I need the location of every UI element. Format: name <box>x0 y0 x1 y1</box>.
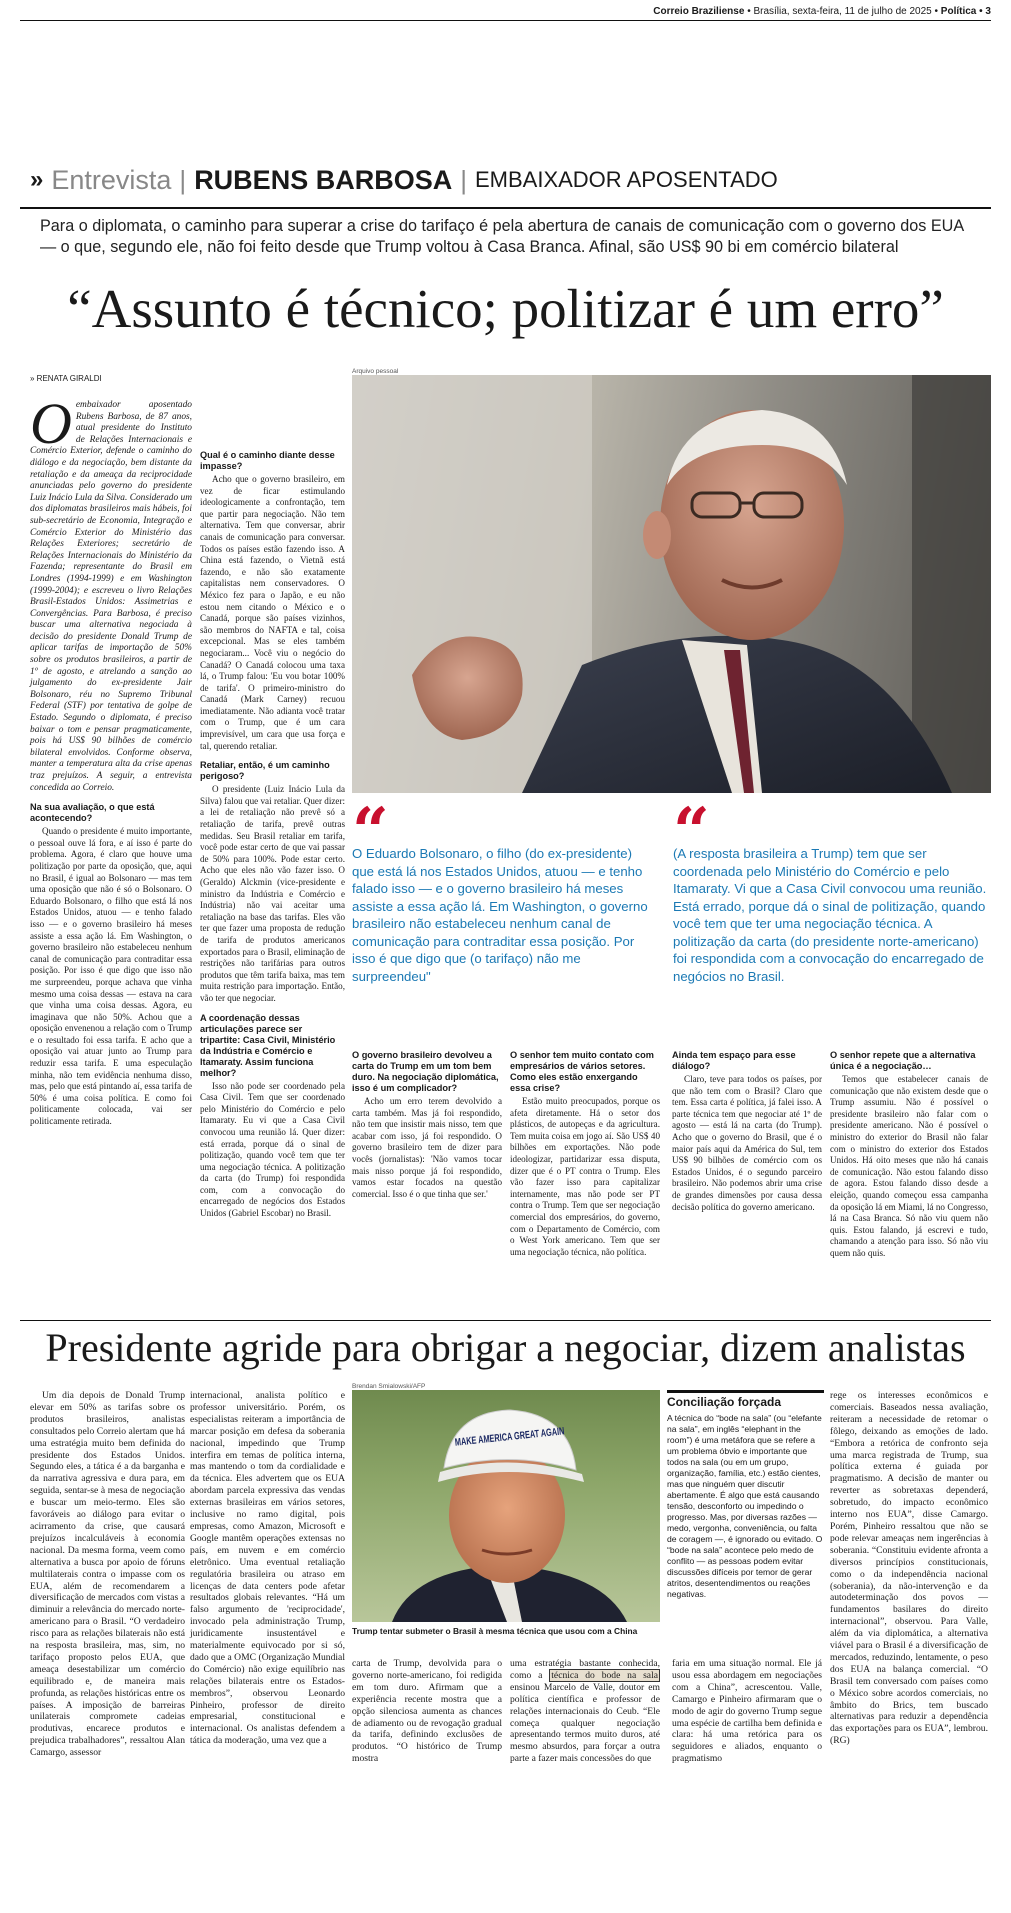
answer: Acho um erro terem devolvido a carta também. Mas já foi respondido, não tem que insistir mais nisso, tem que acabar com isso, já foi respondido. O governo brasileiro tem de dizer para vocês (jornalistas): 'Não vamos tocar mais nisso porque já foi respondido, vamos estar focados na questão comercial. Isso é o que tinha que ser.' <box>352 1096 502 1199</box>
answer: Isso não pode ser coordenado pela Casa Civil. Tem que ser coordenado pelo Ministério do Comércio e pelo Itamaraty. Eu vi que a Casa Civil convocou uma reunião lá. Quer dizer: está errada, porque dá o sinal de politização, quando você tem que ter uma negociação técnica. A politização da carta (do Trump) foi respondida com, com a convocação do encarregado de negócios dos Estados Unidos (Gabriel Escobar) no Brasil. <box>200 1080 345 1219</box>
story2-column-3: carta de Trump, devolvida para o governo norte-americano, foi redigida em tom duro. Afirmam que a experiência recente mostra que a opção silenciosa aumenta as chances de adiamento ou de revogação gradual da tarifa, definindo exclusões de produtos. “O histórico de Trump mostra <box>352 1658 502 1765</box>
answer: Claro, teve para todos os países, por que não tem com o Brasil? Claro que tem. Essa carta é política, já falei isso. A parte técnica tem que negociar até 1º de agosto — está lá na carta (do Trump). Acho que o governo do Brasil, que é o maior país aqui da América do Sul, tem US$ 90 bilhões de comércio com os Estados Unidos, é o segundo parceiro brasileiro. Não podemos abrir uma crise de grandes dimensões por causa dessa decisão política do governo americano. <box>672 1074 822 1212</box>
interviewee-role: EMBAIXADOR APOSENTADO <box>474 167 778 192</box>
interviewee-name: RUBENS BARBOSA <box>194 164 453 195</box>
dropcap: O <box>30 391 72 456</box>
answer: Temos que estabelecer canais de comunicação que não existem desde que o Trump assumiu. Não é possível o presidente brasileiro não falar com o presidente americano. Não é possível o ministro do exterior do Brasil não falar com o ministro do exterior dos Estados Unidos. Há oito meses que não há canais de comunicação. Não estou falando disso de agora. Estou falando disso desde a eleição, quando começou essa campanha da oposição lá em Miami, lá no Congresso, lá na Casa Branca. Só não viu quem não quis. Estou falando, já escrevi e tudo, chamando a atenção para isso. Só não viu quem não quis. <box>830 1074 988 1258</box>
cap-slogan: MAKE AMERICA GREAT AGAIN <box>454 1420 613 1449</box>
story2-headline: Presidente agride para obrigar a negociar, dizem analistas <box>45 1325 966 1370</box>
story2-column-5: faria em uma situação normal. Ele já usou essa abordagem em negociações com a China”, acrescentou. Valle, Camargo e Pinheiro afirmaram que o modo de agir do governo Trump segue uma espécie de cartilha bem definida e clara: há uma retórica para os seguidores e aliados, enquanto o pragmatismo <box>672 1658 822 1765</box>
lede: Para o diplomata, o caminho para superar a crise do tarifaço é pela abertura de canais de comunicação com o governo dos EUA — o que, segundo ele, não foi feito desde que Trump voltou à Casa Branca. Afinal, são US$ 90 bi em comércio bilateral <box>40 217 964 256</box>
header-rule <box>20 20 991 21</box>
kicker-divider: | <box>460 164 467 195</box>
sidebar-text: A técnica do “bode na sala” (ou “elefante na sala”, em inglês “elephant in the room”) é uma metáfora que se refere a um problema óbvio e importante que todos na sala (ou em um grupo, organização, família, etc.) estão cientes, mas que ninguém quer discutir abertamente. É algo que está causando tensão, desconforto ou impedindo o progresso. Mas, por diversas razões — medo, vergonha, conveniência, ou falta de coragem —, é ignorado ou evitado. O “bode na sala” acontece pelo medo de conflito — as pessoas podem evitar discussões difíceis por temor de gerar atritos, desentendimentos ou reações negativas. <box>667 1413 823 1599</box>
interview-column-2 <box>200 380 345 1219</box>
question: Ainda tem espaço para esse diálogo? <box>672 1050 796 1071</box>
story2-column-4: uma estratégia bastante conhecida, como a técnica do bode na sala ensinou Marcelo de Valle, doutor em política científica e professor de relações internacionais do Ceub. “Ele começa qualquer negociação apresentando termos muito duros, até mesmo absurdos, para forçar a outra parte a fazer mais concessões do que <box>510 1658 660 1765</box>
trump-photo-caption: Trump tentar submeter o Brasil à mesma técnica que usou com a China <box>352 1626 638 1636</box>
interview-intro: Oembaixador aposentado Rubens Barbosa, de 87 anos, atual presidente do Instituto de Relações Internacionais e Comércio Exterior, defende o caminho do diálogo e da negociação, bem distante da retaliação e da ameaça da reciprocidade anunciadas pelo governo do presidente Luiz Inácio Lula da Silva. Considerado um dos diplomatas brasileiros mais hábeis, foi sub-secretário de Economia, Integração e Comércio Exterior do Ministério das Relações Exteriores; secretário de Relações Internacionais do Ministério da Fazenda; representante do Brasil em Londres (1994-1999) e em Washington (1999-2004); e escreveu o livro Relações Brasil-Estados Unidos: Assimetrias e Convergências. Para Barbosa, é preciso buscar uma alternativa negociada à decisão do presidente Donald Trump de aplicar tarifas de importação de 50% sobre os produtos brasileiros, a partir de 1º de agosto, e atrelando a sanção ao julgamento do ex-presidente Jair Bolsonaro, réu no Supremo Tribunal Federal (STF) por tentativa de golpe de Estado. Segundo o diplomata, é preciso baixar o tom e pensar pragmaticamente, pois há US$ 90 bilhões de comércio bilateral envolvidos. Conforme observa, manter a temperatura alta da crise apenas traz prejuízos. A seguir, a entrevista concedida ao Correio. <box>30 391 192 793</box>
interview-column-1 <box>30 391 192 1128</box>
question: Retaliar, então, é um caminho perigoso? <box>200 760 330 782</box>
headline: “Assunto é técnico; politizar é um erro” <box>67 278 944 339</box>
interview-column-5 <box>672 1050 822 1213</box>
question: Na sua avaliação, o que está acontecendo? <box>30 802 155 824</box>
byline: » RENATA GIRALDI <box>30 374 102 383</box>
interview-column-4 <box>510 1050 660 1258</box>
question: O senhor repete que a alternativa única é a negociação… <box>830 1050 976 1071</box>
section-rule <box>20 1320 991 1321</box>
trump-photo <box>352 1390 660 1622</box>
quote-mark-icon: “ <box>673 794 710 869</box>
page-number: • 3 <box>979 6 991 17</box>
publication-name: Correio Braziliense <box>653 6 745 17</box>
answer: Estão muito preocupados, porque os afeta diretamente. Há o setor dos plásticos, de autopeças e da agricultura. Tem muita coisa em jogo aí. São US$ 40 bilhões em exportações. Não pode ideologizar, partidarizar essa disputa, dizer que é o PT contra o Trump. Eles vão fazer isso para capitalizar internamente, mas não pode ser PT contra o Trump. Tem que ser negociação comercial dos empresários, do governo, com o Departamento de Comércio, com o West York americano. Tem que ser uma negociação técnica, não política. <box>510 1096 660 1257</box>
highlighted-term: técnica do bode na sala <box>551 1669 658 1681</box>
story2-photo-credit: Brendan Smialowski/AFP <box>352 1383 426 1390</box>
answer: Quando o presidente é muito importante, o pessoal ouve lá fora, e aí isso é parte do problema. Agora, é claro que houve uma politização por parte da oposição, que, aqui no Brasil, é igual ao Bolsonaro — mas tem uma oposição que não é só o Bolsonaro. O Eduardo Bolsonaro, o filho que está lá nos Estados Unidos, atuou — e tenho falado isso — e o governo brasileiro há meses assiste a essa ação lá. Em Washington, o governo brasileiro não estabeleceu nenhum canal de comunicação para contraditar essa posição. Por isso é que digo que isso não me surpreendeu, porque achava que vinha mesmo uma coisa dessas — estava na cara que vinha uma coisa dessas. Agora, eu imaginava que não 50%. Achou que a oposição envenenou a relação com o Trump e o resultado foi essa tarifa. E acho que a oposição vai atuar junto ao Trump para reduzir essa tarifa. E uma especulação minha, não tem evidência nenhuma disso, mas, pelo que está pintando aí, essa tarifa de 50% é uma coisa política. E como foi politicamente colocada, vai ser politicamente retirada. <box>30 826 192 1127</box>
story2-column-1: Um dia depois de Donald Trump elevar em 50% as tarifas sobre os produtos brasileiros, analistas consultados pelo Correio alertam que há uma estratégia muito bem definida do presidente dos Estados Unidos. Segundo eles, a tática é a da barganha e da narrativa agressiva e dura para, em seguida, sentar-se à mesa de negociação e buscar um meio-termo. Eles são favoráveis ao diálogo para evitar o acirramento da crise, que causará prejuízos incalculáveis à economia nacional. Da mesma forma, veem como alternativa a busca por apoio de fóruns multilaterais contra o impasse com os EUA, além de recomendarem a diversificação de mercados com vistas a diminuir a relevância do mercado norte-americano para o Brasil. “O verdadeiro risco para as relações bilaterais não está na resposta brasileira, mas, sim, no tarifaço proposto pelos EUA, que ameaça desestabilizar um comércio equilibrado e, de maneira mais profunda, as relações históricas entre os países. A imposição de barreiras unilaterais compromete cadeias produtivas, encarece produtos e prejudica trabalhadores”, ressaltou Alan Camargo, assessor <box>30 1390 185 1759</box>
page-header <box>653 6 991 17</box>
pull-quote-2: (A resposta brasileira a Trump) tem que ser coordenada pelo Ministério do Comércio e pelo Itamaraty. Vi que a Casa Civil convocou uma reunião. Está errado, porque dá o sinal de politização, quando você tem que ter uma negociação técnica. A politização da carta (do presidente norte-americano) foi respondida com a convocação do encarregado de negócios no Brasil. <box>673 846 987 984</box>
kicker-arrow-icon: » <box>30 166 44 193</box>
sidebar-box <box>667 1390 824 1652</box>
kicker-label: Entrevista <box>51 164 172 195</box>
question: O governo brasileiro devolveu a carta do Trump em um tom bem duro. Na negociação diplomática, isso é um complicador? <box>352 1050 499 1093</box>
answer: O presidente (Luiz Inácio Lula da Silva) falou que vai retaliar. Quer dizer: a lei de retaliação não prevê só a retaliação de tarifa, prevê outras medidas. Seu Brasil retaliar em tarifa, você pode estar certo de que vai passar de 50% para 100%. Pode estar certo. Acho que eles não vão fazer isso. O (Geraldo) Alckmin (vice-presidente e ministro da Indústria e Comércio e Indústria) não vai aceitar uma retaliação na base das tarifas. Eles vão ter que fazer uma proposta de redução de tarifa de produtos americanos exportados para o Brasil, eliminação de restrições não tarifárias para outros produtos que têm tarifa baixa, mas tem muita restrição para importação. Então, vão ter que negociar. <box>200 784 345 1003</box>
interview-column-6 <box>830 1050 988 1260</box>
kicker-rule <box>20 207 991 209</box>
quote-mark-icon: “ <box>352 794 389 869</box>
story2-column-6: rege os interesses econômicos e comerciais. Baseados nessa avaliação, reiteram a necessidade de retomar o fôlego, deixando as emoções de lado. “Embora a retórica de confronto seja uma marca registrada de Trump, sua política externa é guiada por pragmatismo. A decisão de manter ou reverter as sobretaxas dependerá, sobretudo, do impacto econômico interno nos EUA”, disse Camargo. Porém, Pinheiro ressaltou que não se pode relevar ameaças nem ingerências à soberania. “Constituiu evidente afronta a diversos princípios constitucionais, como o da independência nacional (soberania), da não-intervenção e da autodeterminação dos povos — fundamentos basilares do direito internacional”, observou. Para Valle, além da via diplomática, a alternativa viável para o Brasil é a diversificação de mercados, reduzindo, lentamente, o peso dos EUA na balança comercial. “O Brasil tem conversado com países como o México sobre acordos comerciais, no âmbito do Brics, tem buscado alternativas para reduzir a dependência das exportações para os EUA”, lembrou. (RG) <box>830 1390 988 1747</box>
question: A coordenação dessas articulações parece ser tripartite: Casa Civil, Ministério da Indústria e Comércio e Itamaraty. Assim funciona melhor? <box>200 1012 336 1078</box>
sidebar-title: Conciliação forçada <box>667 1395 782 1409</box>
story2-column-2: internacional, analista político e professor universitário. Porém, os especialistas reiteram a importância de marcar posição em defesa da soberania nacional, impedindo que Trump interfira em temas de política interna, mas mantendo o tom da cordialidade e da técnica. Eles advertem que os EUA abordam parcela expressiva das vendas externas brasileiras em vários setores, inclusive no ramo digital, pois empresas, como Amazon, Microsoft e Google mantêm operações extensas no país, em nuvem e em comércio eletrônico. Uma eventual retaliação regulatória brasileira ou atraso em licenças de data centers pode afetar resultados globais relevantes. “Há um falso argumento de 'reciprocidade', invocado pela administração Trump, juridicamente insustentável e materialmente equivocado por si só, dado que a OMC (Organização Mundial do Comércio) não exige equilíbrio nas relações bilaterais entre os Estados-membros”, observou Leonardo Pinheiro, professor de direito empresarial, constitucional e internacional. Os analistas defendem a tática da moderação, uma vez que a <box>190 1390 345 1747</box>
section-name: Política <box>940 6 977 17</box>
dateline: • Brasília, sexta-feira, 11 de julho de 2025 • <box>747 6 939 17</box>
question: Qual é o caminho diante desse impasse? <box>200 450 335 471</box>
kicker <box>30 160 778 200</box>
answer: Acho que o governo brasileiro, em vez de ficar estimulando ideologicamente a confrontação, tem que partir para negociação. Não tem alternativa. Tem que conversar, abrir canais de comunicação para conversar. Todos os países estão fazendo isso. A China está fazendo, o Vietnã está fazendo, e não são exatamente capitalistas nem conservadores. O México fez para o Japão, e eu não estou nem citando o México e o Canadá, porque são países vizinhos, são membros do NAFTA e tal, coisa excepcional. Mas se eles também negociaram... Você viu o negócio do Canadá? O Canadá colocou uma taxa lá, o Trump falou: 'Eu vou botar 100% de tarifa'. O primeiro-ministro do Canadá (Mark Carney) recuou imediatamente. Não adianta você tratar com o Trump, que é um cara imprevisível, um cara que usa força e tal, querendo retaliar. <box>200 474 345 751</box>
question: O senhor tem muito contato com empresários de vários setores. Como eles estão enxergando essa crise? <box>510 1050 654 1093</box>
kicker-divider: | <box>179 164 187 195</box>
pull-quote-1: O Eduardo Bolsonaro, o filho (do ex-presidente) que está lá nos Estados Unidos, atuou — e tenho falado isso — e o governo brasileiro há meses assiste a essa ação lá. Em Washington, o governo brasileiro não estabeleceu nenhum canal de comunicação para contraditar essa posição. Por isso é que digo que (o tarifaço) não me surpreendeu" <box>352 846 648 984</box>
interview-column-3 <box>352 1050 502 1200</box>
interviewee-photo <box>352 375 991 793</box>
photo-credit: Arquivo pessoal <box>352 368 399 375</box>
